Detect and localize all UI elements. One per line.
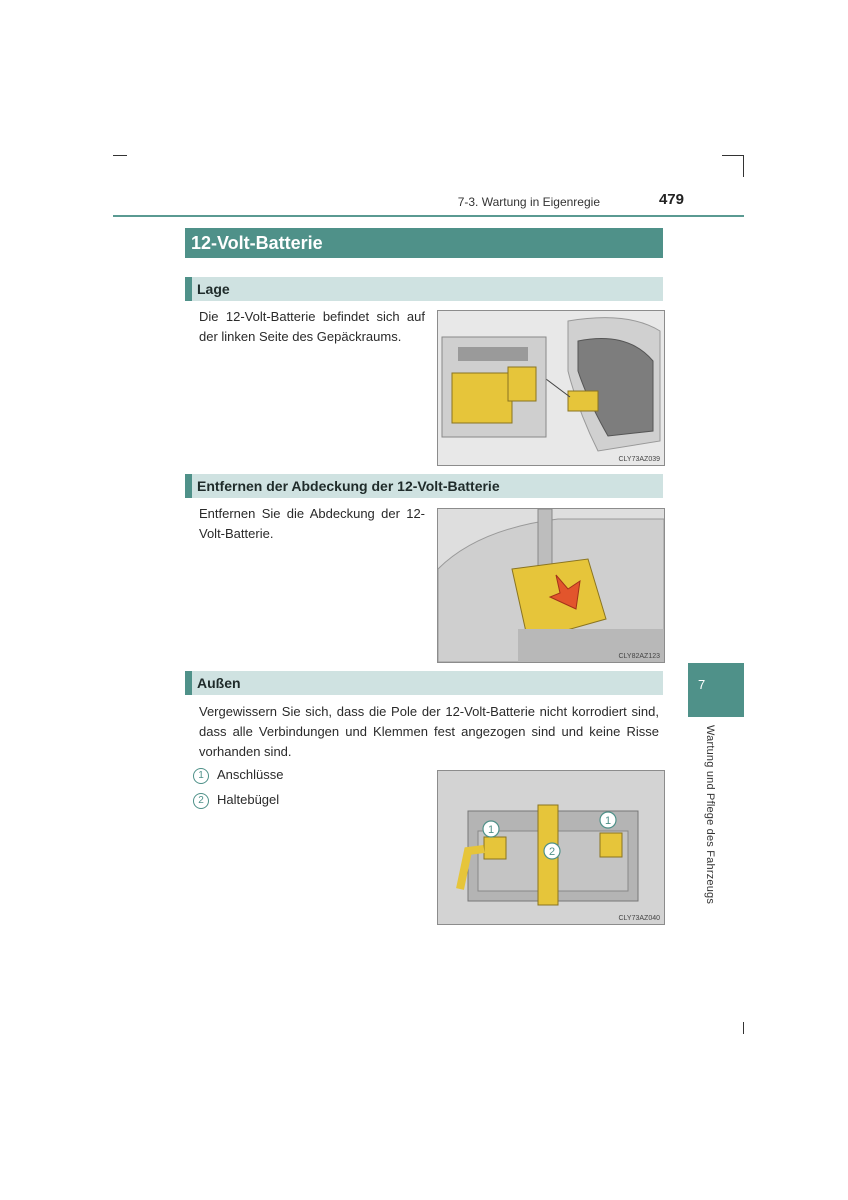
figure-code: CLY73AZ040 <box>618 915 660 922</box>
figure-code: CLY73AZ039 <box>618 456 660 463</box>
section-text-lage: Die 12-Volt-Batterie befindet sich auf der linken Seite des Gepäckraums. <box>199 309 425 344</box>
section-heading-entfernen: Entfernen der Abdeckung der 12-Volt-Batterie <box>185 474 663 498</box>
figure-callout: 2 <box>548 846 556 858</box>
figure-battery-location <box>437 310 665 466</box>
figure-cover-removal <box>437 508 665 663</box>
figure-battery-exterior <box>437 770 665 925</box>
page-title: 12-Volt-Batterie <box>185 228 663 258</box>
list-item-label: Haltebügel <box>217 792 280 807</box>
crop-mark <box>743 1022 744 1034</box>
header-section-title: 7-3. Wartung in Eigenregie <box>457 195 600 209</box>
battery-illustration <box>438 771 664 924</box>
header-rule <box>113 215 744 217</box>
section-text-aussen: Vergewissern Sie sich, dass die Pole der 12-Volt-Batterie nicht korrodiert sind, dass alle Verbindungen und Klemmen fest angezogen sind und keine Risse vorhanden sind. <box>199 704 659 759</box>
list-item-anschluesse <box>193 766 283 784</box>
page-number: 479 <box>658 191 684 208</box>
chapter-title: Wartung und Pflege des Fahrzeugs <box>704 725 716 905</box>
list-item-label: Anschlüsse <box>217 767 284 782</box>
chapter-number: 7 <box>698 677 706 692</box>
cover-illustration <box>438 509 664 662</box>
callout-number: 2 <box>193 793 209 809</box>
section-heading-aussen: Außen <box>185 671 663 695</box>
crop-mark <box>743 155 744 177</box>
crop-mark <box>722 155 744 156</box>
section-text-entfernen: Entfernen Sie die Abdeckung der 12-Volt-Batterie. <box>199 506 425 541</box>
list-item-haltebuegel <box>193 791 279 809</box>
trunk-illustration <box>438 311 664 465</box>
crop-mark <box>113 155 127 156</box>
chapter-tab <box>688 663 744 717</box>
figure-code: CLY82AZ123 <box>618 653 660 660</box>
section-heading-lage: Lage <box>185 277 663 301</box>
figure-callout: 1 <box>604 815 612 827</box>
callout-number: 1 <box>193 768 209 784</box>
figure-callout: 1 <box>487 824 495 836</box>
